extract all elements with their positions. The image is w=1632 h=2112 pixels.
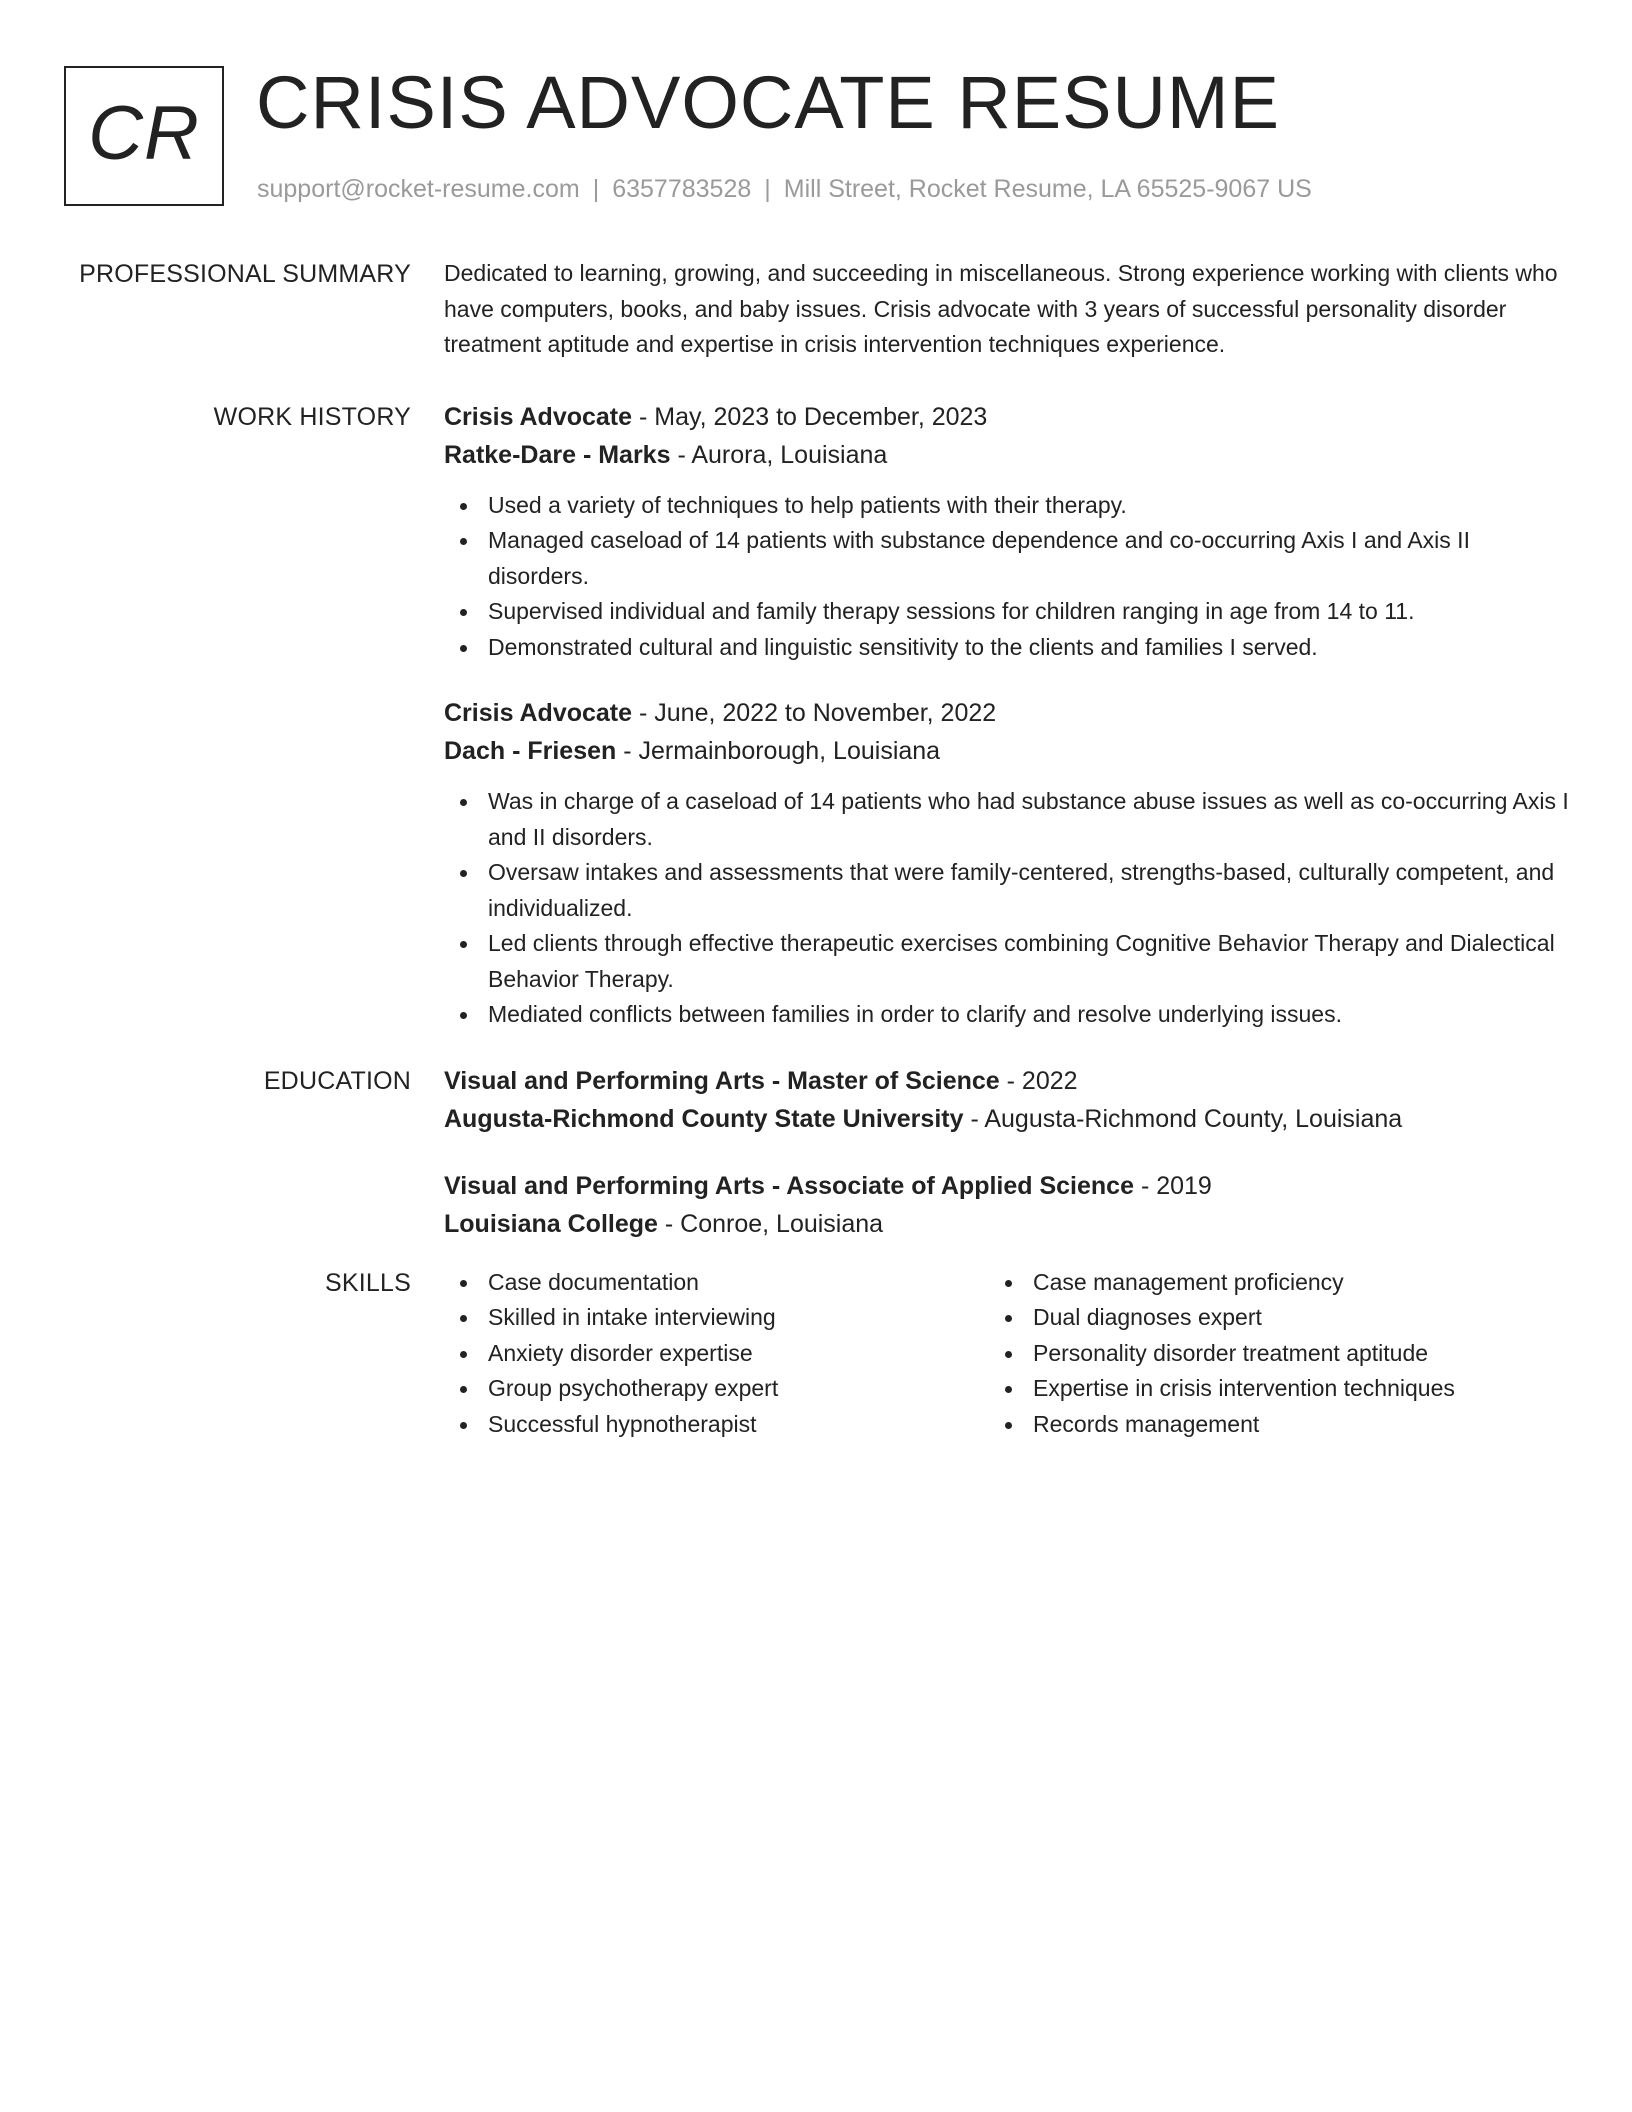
list-item: Case documentation [488,1265,989,1301]
list-item: Led clients through effective therapeutic exercises combining Cognitive Behavior Therapy and Dialectical Behavior Therapy. [488,926,1574,997]
job-location: - Jermainborough, Louisiana [616,737,941,765]
list-item: Group psychotherapy expert [488,1371,989,1407]
list-item: Skilled in intake interviewing [488,1300,989,1336]
section-label: PROFESSIONAL SUMMARY [79,260,411,288]
skills-column-left [444,1265,989,1443]
job-title: Crisis Advocate [444,699,633,727]
job-bullets [444,784,1574,1033]
school-location: - Augusta-Richmond County, Louisiana [963,1104,1403,1133]
summary-text: Dedicated to learning, growing, and succeeding in miscellaneous. Strong experience working with clients who have computers, books, and baby issues. Crisis advocate with 3 years of successful personality disorder treatment aptitude and expertise in crisis intervention techniques experience. [444,260,1558,357]
skills-list [444,1265,989,1443]
section-label: SKILLS [325,1268,411,1297]
degree-line [444,1063,1574,1100]
contact-separator: | [764,175,771,203]
list-item: Managed caseload of 14 patients with substance dependence and co-occurring Axis I and Axis II disorders. [488,523,1574,594]
school-line [444,1100,1574,1138]
education-entry [444,1063,1574,1138]
school: Augusta-Richmond County State University [444,1104,964,1133]
list-item: Supervised individual and family therapy sessions for children ranging in age from 14 to 11. [488,594,1574,630]
degree: Visual and Performing Arts - Associate of Applied Science [444,1171,1134,1200]
job-location: - Aurora, Louisiana [670,440,888,469]
job-bullets [444,488,1574,666]
skills-grid [444,1265,1574,1443]
job-dates: - May, 2023 to December, 2023 [632,402,988,431]
section-label: WORK HISTORY [213,402,411,431]
list-item: Mediated conflicts between families in order to clarify and resolve underlying issues. [488,997,1574,1033]
monogram-initials: CR [88,91,200,176]
list-item: Demonstrated cultural and linguistic sensitivity to the clients and families I served. [488,630,1574,666]
degree-line [444,1168,1574,1205]
job-dates: - June, 2022 to November, 2022 [632,699,997,727]
section-label: EDUCATION [263,1066,411,1095]
section-body [444,256,1574,363]
section-education [0,1063,1632,1265]
job-company: Ratke-Dare - Marks [444,440,671,469]
contact-email[interactable]: support@rocket-resume.com [257,175,580,203]
job-company: Dach - Friesen [444,737,617,765]
skills-list [989,1265,1534,1443]
list-item: Personality disorder treatment aptitude [1033,1336,1534,1372]
job-title-line [444,399,1574,436]
school-line [444,1205,1574,1243]
job-entry [444,695,1574,1033]
school-location: - Conroe, Louisiana [657,1209,884,1238]
list-item: Anxiety disorder expertise [488,1336,989,1372]
degree-year: - 2022 [999,1066,1078,1095]
education-entry [444,1168,1574,1243]
resume-title: CRISIS ADVOCATE RESUME [256,61,1280,144]
list-item: Dual diagnoses expert [1033,1300,1534,1336]
degree-year: - 2019 [1134,1171,1212,1200]
monogram-box [64,66,224,206]
job-entry [444,399,1574,666]
contact-phone[interactable]: 6357783528 [612,175,752,203]
job-company-line [444,436,1574,474]
skills-column-right [989,1265,1534,1443]
section-professional-summary [0,256,1632,363]
list-item: Records management [1033,1407,1534,1443]
section-work-history [0,399,1632,1063]
list-item: Oversaw intakes and assessments that were family-centered, strengths-based, culturally competent, and individualized. [488,855,1574,926]
list-item: Expertise in crisis intervention techniques [1033,1371,1534,1407]
job-company-line [444,732,1574,770]
list-item: Used a variety of techniques to help patients with their therapy. [488,488,1574,524]
section-body [444,399,1574,1063]
job-title-line [444,695,1574,732]
school: Louisiana College [444,1209,658,1238]
contact-separator: | [592,175,600,203]
job-title: Crisis Advocate [444,402,633,431]
contact-line [257,172,1312,206]
list-item: Was in charge of a caseload of 14 patients who had substance abuse issues as well as co-occurring Axis I and II disorders. [488,784,1574,855]
section-skills [0,1265,1632,1443]
section-body [444,1063,1574,1265]
list-item: Successful hypnotherapist [488,1407,989,1443]
resume-sections [0,256,1632,1442]
list-item: Case management proficiency [1033,1265,1534,1301]
degree: Visual and Performing Arts - Master of Science [444,1066,1000,1095]
contact-address: Mill Street, Rocket Resume, LA 65525-9067 US [783,175,1312,203]
